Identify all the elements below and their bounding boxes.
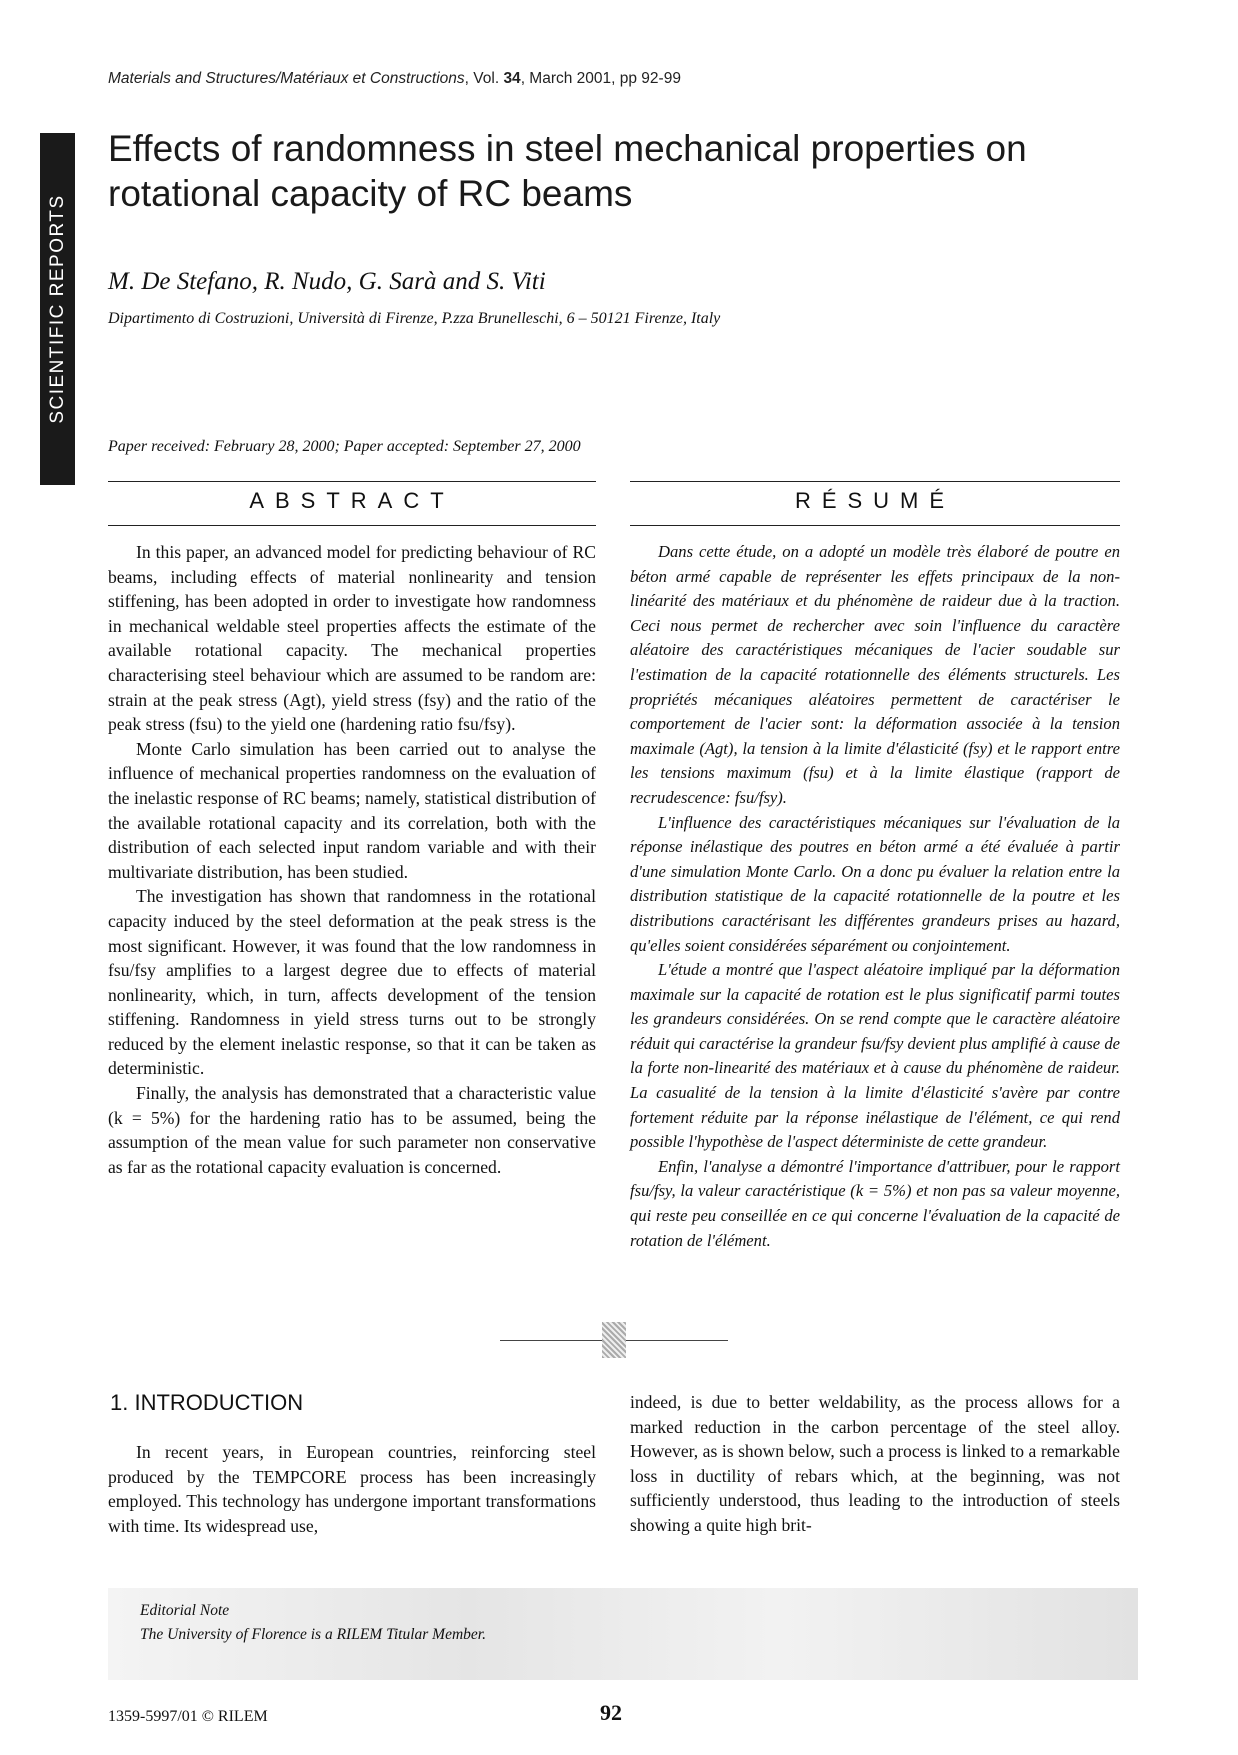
resume-paragraph: L'étude a montré que l'aspect aléatoire impliqué par la déformation maximale sur la capacité de rotation est le plus significatif parmi toutes les grandeurs considérées. On se rend compte que le caractère aléatoire réduit qui caractérise la grandeur fsu/fsy devient plus amplifié à cause de la forte non-linearité des matériaux et à cause du phénomène de raideur. La casualité de la tension à la limite d'élasticité s'avère par contre fortement réduite par la réponse inélastique de l'élément, ce qui rend possible l'hypothèse de l'aspect déterministe de cette grandeur. [630,960,1120,1152]
intro-paragraph: indeed, is due to better weldability, as the process allows for a marked reduction in the carbon percentage of the steel alloy. However, as is shown below, such a process is linked to a remarkable loss in ductility of rebars which, at the beginning, was not sufficiently understood, thus leading to the introduction of steels showing a quite high brit- [630,1392,1120,1535]
abstract-paragraph: In this paper, an advanced model for predicting behaviour of RC beams, including effects of material nonlinearity and tension stiffening, has been adopted in order to investigate how randomness in mechanical weldable steel properties affects the estimate of the available rotational capacity. The mechanical properties characterising steel behaviour which are assumed to be random are: strain at the peak stress (Agt), yield stress (fsy) and the ratio of the peak stress (fsu) to the yield one (hardening ratio fsu/fsy). [108,542,596,735]
resume-paragraph: L'influence des caractéristiques mécaniques sur l'évaluation de la réponse inélastique des poutres en béton armé a été évaluée à partir d'une simulation Monte Carlo. On a donc pu évaluer la relation entre la distribution statistique de la capacité rotationnelle de la poutre et les distributions caractérisant les différentes grandeurs prises au hazard, qu'elles soient considérées séparément ou conjointement. [630,812,1120,955]
sidebar-label: SCIENTIFIC REPORTS [46,194,68,424]
abstract-paragraph: Finally, the analysis has demonstrated that a characteristic value (k = 5%) for the hardening ratio has to be assumed, being the assumption of the mean value for such parameter non conservative as far as the rotational capacity evaluation is concerned. [108,1083,596,1177]
page-number: 92 [600,1700,622,1725]
journal-name: Materials and Structures/Matériaux et Constructions [108,70,465,87]
paper-title: Effects of randomness in steel mechanical properties on rotational capacity of RC beams [108,128,1027,214]
divider-ornament [602,1322,626,1358]
abstract-paragraph: The investigation has shown that randomness in the rotational capacity induced by the steel deformation at the peak stress is the most significant. However, it was found that the low randomness in fsu/fsy amplifies to a largest degree due to effects of material nonlinearity, which, in turn, affects development of the tension stiffening. Randomness in yield stress turns out to be strongly reduced by the element inelastic response, so that it can be taken as deterministic. [108,886,596,1079]
resume-top-rule [630,481,1120,482]
abstract-body [108,540,596,1179]
introduction-right-column [630,1390,1120,1538]
abstract-heading: ABSTRACT [249,488,455,513]
introduction-left-column [108,1440,596,1538]
abstract-bottom-rule [108,525,596,526]
issn-copyright: 1359-5997/01 © RILEM [108,1708,268,1725]
authors: M. De Stefano, R. Nudo, G. Sarà and S. Viti [108,268,546,295]
intro-paragraph: In recent years, in European countries, reinforcing steel produced by the TEMPCORE process has been increasingly employed. This technology has undergone important transformations with time. Its widespread use, [108,1442,596,1536]
resume-paragraph: Dans cette étude, on a adopté un modèle très élaboré de poutre en béton armé capable de représenter les effets principaux de la non-linéarité des matériaux et du phénomène de raideur due à la traction. Ceci nous permet de rechercher avec soin l'influence du caractère aléatoire des caractéristiques mécaniques de l'acier soudable sur l'estimation de la capacité rotationnelle des éléments structurels. Les propriétés mécaniques aléatoires permettent de caractériser le comportement de l'acier sont: la déformation associée à la tension maximale (Agt), la tension à la limite d'élasticité (fsy) et le rapport entre les tensions maximum (fsu) et à la limite élastique (rapport de recrudescence: fsu/fsy). [630,542,1120,807]
editorial-note-title: Editorial Note [140,1602,230,1619]
abstract-top-rule [108,481,596,482]
affiliation: Dipartimento di Costruzioni, Università di Firenze, P.zza Brunelleschi, 6 – 50121 Firenze, Italy [108,310,721,327]
received-date: Paper received: February 28, 2000; Paper accepted: September 27, 2000 [108,438,581,455]
abstract-paragraph: Monte Carlo simulation has been carried out to analyse the influence of mechanical properties randomness on the evaluation of the inelastic response of RC beams; namely, statistical distribution of the available rotational capacity and its correlation, both with the distribution of each selected input random variable and with their multivariate distribution, has been studied. [108,738,596,882]
editorial-note-text: The University of Florence is a RILEM Titular Member. [140,1626,486,1643]
journal-volume: 34 [503,70,521,87]
resume-body [630,540,1120,1253]
resume-bottom-rule [630,525,1120,526]
resume-paragraph: Enfin, l'analyse a démontré l'importance d'attribuer, pour le rapport fsu/fsy, la valeur caractéristique (k = 5%) et non pas sa valeur moyenne, qui reste peu conseillée en ce qui concerne l'évaluation de la capacité de rotation de l'élément. [630,1156,1120,1250]
journal-citation: Materials and Structures/Matériaux et Constructions, Vol. 34, March 2001, pp 92-99 [108,70,681,87]
resume-heading: RÉSUMÉ [794,488,956,513]
editorial-note-box [108,1588,1138,1680]
section-heading: 1. INTRODUCTION [110,1390,304,1415]
section-sidebar-tab [40,133,75,485]
